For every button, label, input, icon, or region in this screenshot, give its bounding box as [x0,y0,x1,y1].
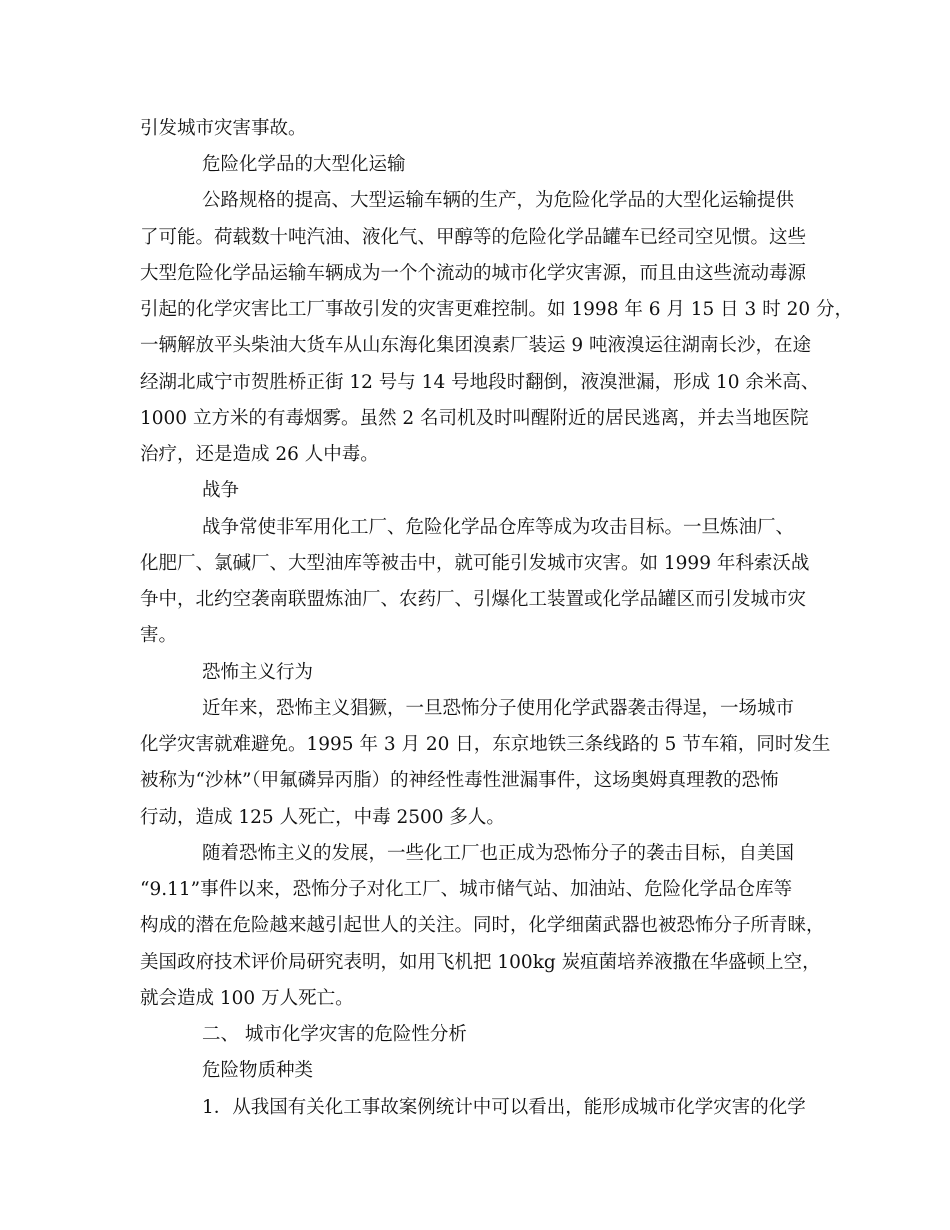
text-line: 行动，造成 125 人死亡，中毒 2500 多人。 [140,807,505,828]
text-line: 一辆解放平头柴油大货车从山东海化集团溴素厂装运 9 吨液溴运往湖南长沙，在途 [140,335,812,356]
text-line: 化肥厂、氯碱厂、大型油库等被击中，就可能引发城市灾害。如 1999 年科索沃战 [140,553,810,574]
text-line: 构成的潜在危险越来越引起世人的关注。同时，化学细菌武器也被恐怖分子所青睐， [140,915,825,936]
text-line: 1．从我国有关化工事故案例统计中可以看出，能形成城市化学灾害的化学 [202,1097,806,1118]
text-line: 近年来，恐怖主义猖獗，一旦恐怖分子使用化学武器袭击得逞，一场城市 [202,698,795,719]
text-line: 争中，北约空袭南联盟炼油厂、农药厂、引爆化工装置或化学品罐区而引发城市灾 [140,589,807,610]
text-line: 就会造成 100 万人死亡。 [140,988,354,1009]
text-line: 战争常使非军用化工厂、危险化学品仓库等成为攻击目标。一旦炼油厂、 [202,517,795,538]
text-line: 大型危险化学品运输车辆成为一个个流动的城市化学灾害源，而且由这些流动毒源 [140,263,807,284]
text-line: 了可能。荷载数十吨汽油、液化气、甲醇等的危险化学品罐车已经司空见惯。这些 [140,227,807,248]
section-heading: 恐怖主义行为 [202,662,314,683]
text-line: 公路规格的提高、大型运输车辆的生产，为危险化学品的大型化运输提供 [202,190,795,211]
text-line: “9.11”事件以来，恐怖分子对化工厂、城市储气站、加油站、危险化学品仓库等 [140,879,793,900]
text-line: 引起的化学灾害比工厂事故引发的灾害更难控制。如 1998 年 6 月 15 日 3 时 20 分， [140,299,854,320]
text-line: 被称为“沙林”（甲氟磷异丙脂）的神经性毒性泄漏事件，这场奥姆真理教的恐怖 [140,770,779,791]
text-line: 美国政府技术评价局研究表明，如用飞机把 100kg 炭疽菌培养液撒在华盛顿上空， [140,952,821,973]
text-line: 1000 立方米的有毒烟雾。虽然 2 名司机及时叫醒附近的居民逃离，并去当地医院 [140,408,809,429]
section-heading: 战争 [202,480,240,501]
section-heading: 危险化学品的大型化运输 [202,154,406,175]
text-line: 化学灾害就难避免。1995 年 3 月 20 日，东京地铁三条线路的 5 节车箱，同时发生 [140,734,831,755]
section-heading: 危险物质种类 [202,1060,314,1081]
text-line: 引发城市灾害事故。 [140,118,307,139]
text-line: 治疗，还是造成 26 人中毒。 [140,444,379,465]
text-line: 害。 [140,625,178,646]
text-line: 随着恐怖主义的发展，一些化工厂也正成为恐怖分子的袭击目标，自美国 [202,843,795,864]
text-line: 经湖北咸宁市贺胜桥正街 12 号与 14 号地段时翻倒，液溴泄漏，形成 10 余米高、 [140,372,820,393]
section-heading: 二、 城市化学灾害的危险性分析 [202,1024,467,1045]
